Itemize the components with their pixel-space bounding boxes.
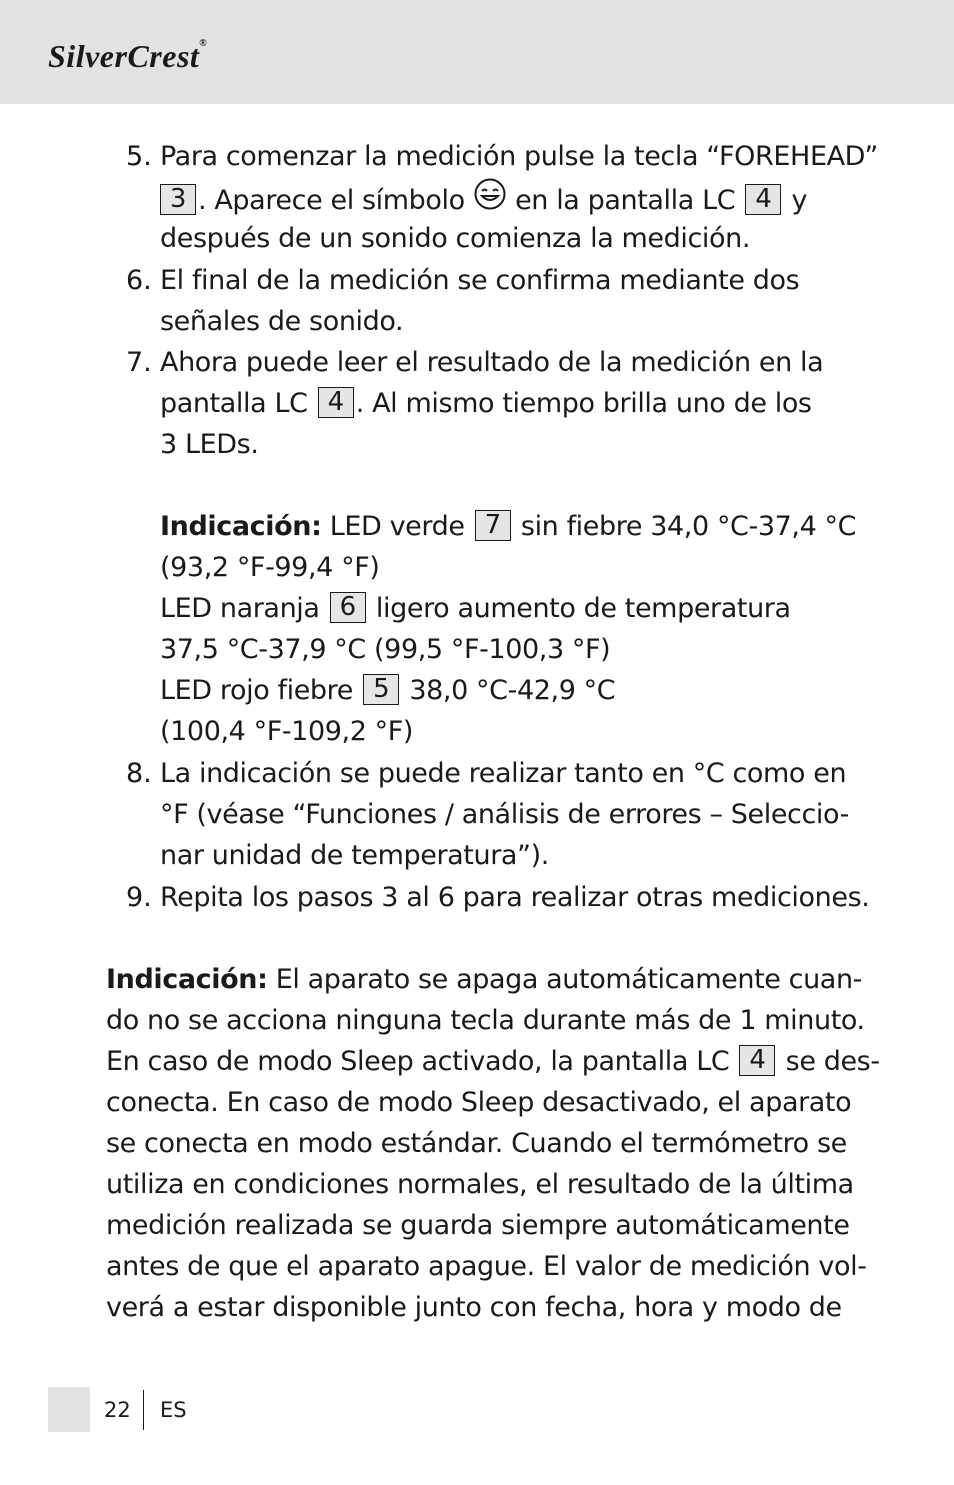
note-line-6: utiliza en condiciones normales, el resultado de la última: [106, 1169, 854, 1200]
step-7-line-2: pantalla LC 4 . Al mismo tiempo brilla uno de los: [160, 387, 812, 419]
part-ref-box: 3: [160, 184, 196, 215]
note-label: Indicación:: [106, 964, 268, 995]
step-6-line-2: señales de sonido.: [160, 306, 404, 337]
part-ref-box: 6: [330, 592, 366, 623]
footer-divider: [143, 1390, 144, 1430]
led-green-range: (93,2 °F-99,4 °F): [160, 552, 380, 583]
step-5-line-2: 3 . Aparece el símbolo en la pantalla LC 4 y: [158, 177, 807, 221]
smiley-face-icon: [473, 177, 507, 211]
note-line-5: se conecta en modo estándar. Cuando el termómetro se: [106, 1128, 847, 1159]
step-8-line-2: °F (véase “Funciones / análisis de errores – Seleccio-: [160, 799, 849, 830]
step-6-line-1: El final de la medición se confirma mediante dos: [160, 265, 800, 296]
led-orange-range: 37,5 °C-37,9 °C (99,5 °F-100,3 °F): [160, 634, 611, 665]
step-number: 5.: [126, 141, 152, 172]
note-line-9: verá a estar disponible junto con fecha, hora y modo de: [106, 1292, 842, 1323]
step-number: 9.: [126, 882, 152, 913]
led-orange-line: LED naranja 6 ligero aumento de temperatura: [160, 592, 791, 624]
part-ref-box: 7: [475, 510, 511, 541]
step-7-line-1: Ahora puede leer el resultado de la medición en la: [160, 347, 824, 378]
note-line-7: medición realizada se guarda siempre automáticamente: [106, 1210, 850, 1241]
note-label: Indicación:: [160, 511, 322, 542]
page-number: 22: [104, 1398, 131, 1422]
step-8-line-1: La indicación se puede realizar tanto en °C como en: [160, 758, 847, 789]
note-line-8: antes de que el aparato apague. El valor de medición vol-: [106, 1251, 867, 1282]
note-line-2: do no se acciona ninguna tecla durante más de 1 minuto.: [106, 1005, 865, 1036]
step-9-line-1: Repita los pasos 3 al 6 para realizar otras mediciones.: [160, 882, 870, 913]
step-5-line-1: Para comenzar la medición pulse la tecla “FOREHEAD”: [160, 141, 878, 172]
part-ref-box: 4: [745, 184, 781, 215]
silvercrest-logo: SilverCrest®: [48, 38, 208, 74]
footer-marker: [48, 1387, 90, 1432]
led-red-line: LED rojo fiebre 5 38,0 °C-42,9 °C: [160, 674, 616, 706]
note-line-4: conecta. En caso de modo Sleep desactivado, el aparato: [106, 1087, 852, 1118]
led-red-range: (100,4 °F-109,2 °F): [160, 716, 414, 747]
page-header: [0, 0, 954, 104]
step-number: 6.: [126, 265, 152, 296]
step-8-line-3: nar unidad de temperatura”).: [160, 840, 549, 871]
step-5-line-3: después de un sonido comienza la medición.: [160, 223, 751, 254]
note-line-3: En caso de modo Sleep activado, la pantalla LC 4 se des-: [106, 1045, 880, 1077]
step-number: 8.: [126, 758, 152, 789]
step-7-line-3: 3 LEDs.: [160, 429, 259, 460]
language-code: ES: [160, 1398, 187, 1422]
part-ref-box: 4: [739, 1045, 775, 1076]
part-ref-box: 4: [318, 387, 354, 418]
step-number: 7.: [126, 347, 152, 378]
part-ref-box: 5: [363, 674, 399, 705]
note-line-1: Indicación: El aparato se apaga automáticamente cuan-: [106, 964, 863, 995]
led-green-line: Indicación: LED verde 7 sin fiebre 34,0 °C-37,4 °C: [160, 510, 857, 542]
